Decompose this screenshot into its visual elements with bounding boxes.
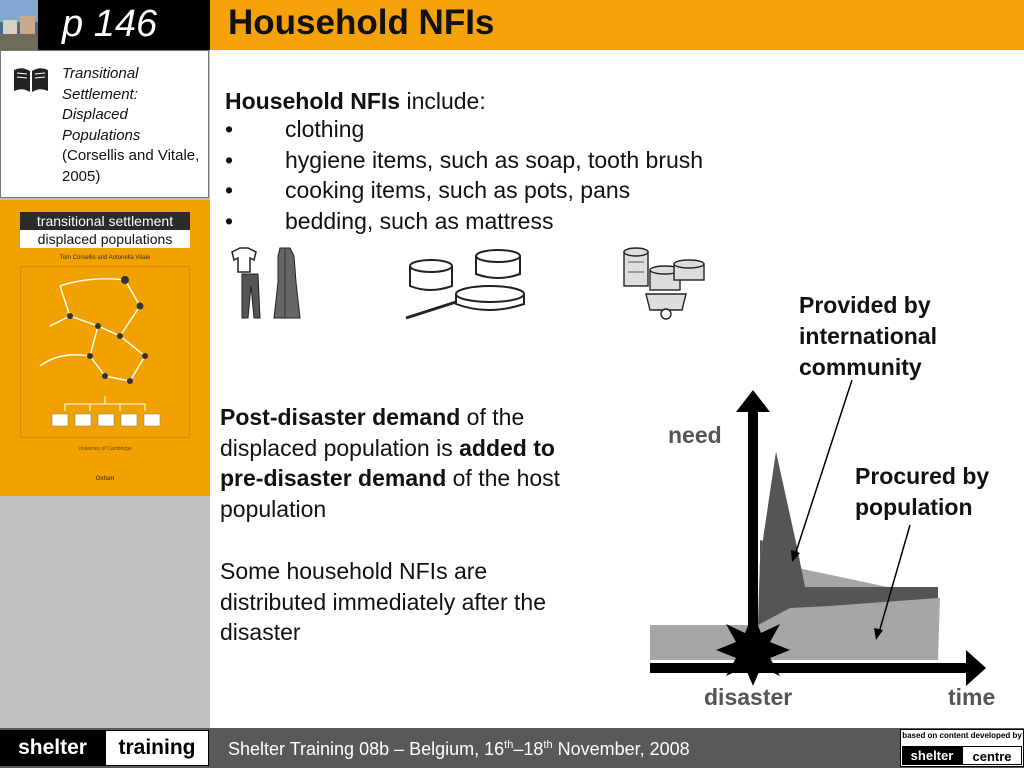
bullet-text: cooking items, such as pots, pans xyxy=(285,177,631,203)
intro-line xyxy=(225,86,486,116)
pots-pans-icon xyxy=(404,244,532,322)
reference-citation: (Corsellis and Vitale, 2005) xyxy=(62,147,200,185)
page-number: p 146 xyxy=(62,3,158,45)
disaster-label: disaster xyxy=(704,684,793,710)
footer-sup-2: th xyxy=(543,739,553,751)
list-item xyxy=(225,114,703,145)
intro-rest: include: xyxy=(400,88,486,114)
y-axis-arrow xyxy=(736,390,770,412)
footer-sup-1: th xyxy=(504,739,514,751)
footer-logo-shelter: shelter xyxy=(902,746,962,765)
reference-title-line: Transitional xyxy=(62,65,139,82)
footer-logo-caption: based on content developed by xyxy=(902,731,1022,740)
footer-event-mid: –18 xyxy=(513,739,544,759)
paragraph-demand xyxy=(220,402,570,524)
x-axis-label: time xyxy=(948,684,996,710)
intro-bold: Household NFIs xyxy=(225,88,401,114)
book-cover-map-illustration xyxy=(20,266,190,438)
para1-text-2: of the host population xyxy=(220,465,561,522)
paragraph-distribution: Some household NFIs are distributed immediately after the disaster xyxy=(220,558,546,645)
reference-title-line: Settlement: xyxy=(62,85,138,103)
footer-brand-training: training xyxy=(105,730,209,766)
bullet-text: clothing xyxy=(285,116,365,142)
bullet-icon: • xyxy=(225,177,234,203)
book-cover-subtitle: displaced populations xyxy=(20,230,190,248)
book-cover-title: transitional settlement xyxy=(20,212,190,230)
bullet-text: hygiene items, such as soap, tooth brush xyxy=(285,146,704,173)
para1-bold-1: Post-disaster demand xyxy=(220,404,461,430)
header-photo-thumbnail xyxy=(0,0,38,50)
book-cover-publisher: University of Cambridge xyxy=(78,446,132,452)
y-axis-label: need xyxy=(668,422,722,448)
bullet-icon: • xyxy=(225,146,234,173)
clothing-icon xyxy=(228,246,308,320)
book-icon xyxy=(12,66,50,94)
reference-title-line: Populations xyxy=(62,126,141,144)
bullet-icon: • xyxy=(225,116,234,142)
bullet-icon: • xyxy=(225,207,234,234)
footer-logo-centre: centre xyxy=(962,746,1022,765)
list-item xyxy=(225,175,703,206)
procured-label: Procured by population xyxy=(855,463,990,520)
list-item xyxy=(225,145,703,176)
reference-title-line: Displaced xyxy=(62,106,128,123)
provided-pointer xyxy=(794,380,852,558)
book-cover-authors: Tom Corsellis and Antonella Vitale xyxy=(59,255,151,261)
nfi-bullet-list xyxy=(225,114,703,236)
book-cover-imprint: Oxfam xyxy=(95,476,115,482)
page-title: Household NFIs xyxy=(228,3,495,42)
x-axis-arrow xyxy=(966,650,986,686)
footer-event-prefix: Shelter Training 08b – Belgium, 16 xyxy=(228,739,505,759)
reference-text xyxy=(62,64,202,187)
provided-label: Provided by international community xyxy=(799,292,938,380)
footer-event-text xyxy=(228,737,690,761)
para1-text-1: of the displaced population is xyxy=(220,404,525,461)
bullet-text: bedding, such as mattress xyxy=(285,207,554,234)
footer-brand-shelter: shelter xyxy=(0,730,105,766)
stove-icon xyxy=(620,246,710,320)
list-item xyxy=(225,206,703,237)
footer-event-suffix: November, 2008 xyxy=(552,739,690,759)
para1-bold-2: added to pre-disaster demand xyxy=(220,434,555,491)
